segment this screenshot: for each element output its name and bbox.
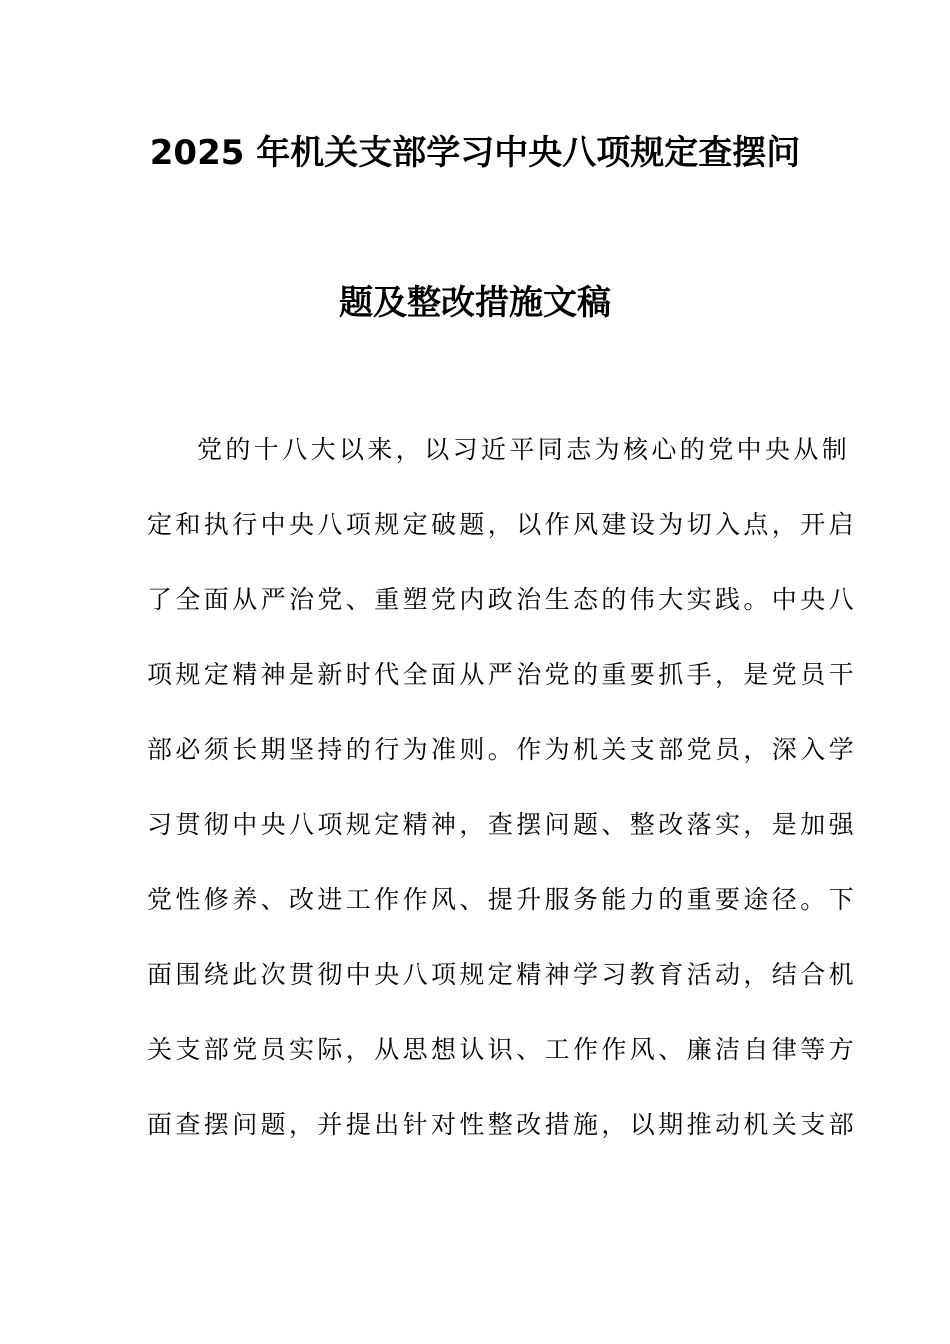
document-title-line-2: 题及整改措施文稿 [339, 283, 611, 323]
body-text-line: 党性修养、改进工作作风、提升服务能力的重要途径。下 [147, 885, 858, 914]
body-text-line: 定和执行中央八项规定破题，以作风建设为切入点，开启 [147, 510, 858, 539]
body-text-line: 了全面从严治党、重塑党内政治生态的伟大实践。中央八 [147, 585, 858, 614]
body-text-line: 党的十八大以来，以习近平同志为核心的党中央从制 [197, 435, 851, 464]
body-text-line: 习贯彻中央八项规定精神，查摆问题、整改落实，是加强 [147, 810, 858, 839]
body-text-line: 面围绕此次贯彻中央八项规定精神学习教育活动，结合机 [147, 960, 858, 989]
body-text-line: 关支部党员实际，从思想认识、工作作风、廉洁自律等方 [147, 1035, 858, 1064]
body-text-line: 项规定精神是新时代全面从严治党的重要抓手，是党员干 [147, 660, 858, 689]
body-text-line: 部必须长期坚持的行为准则。作为机关支部党员，深入学 [147, 735, 858, 764]
body-text-line: 面查摆问题，并提出针对性整改措施，以期推动机关支部 [147, 1110, 858, 1139]
document-title-line-1: 2025 年机关支部学习中央八项规定查摆问 [149, 133, 801, 173]
